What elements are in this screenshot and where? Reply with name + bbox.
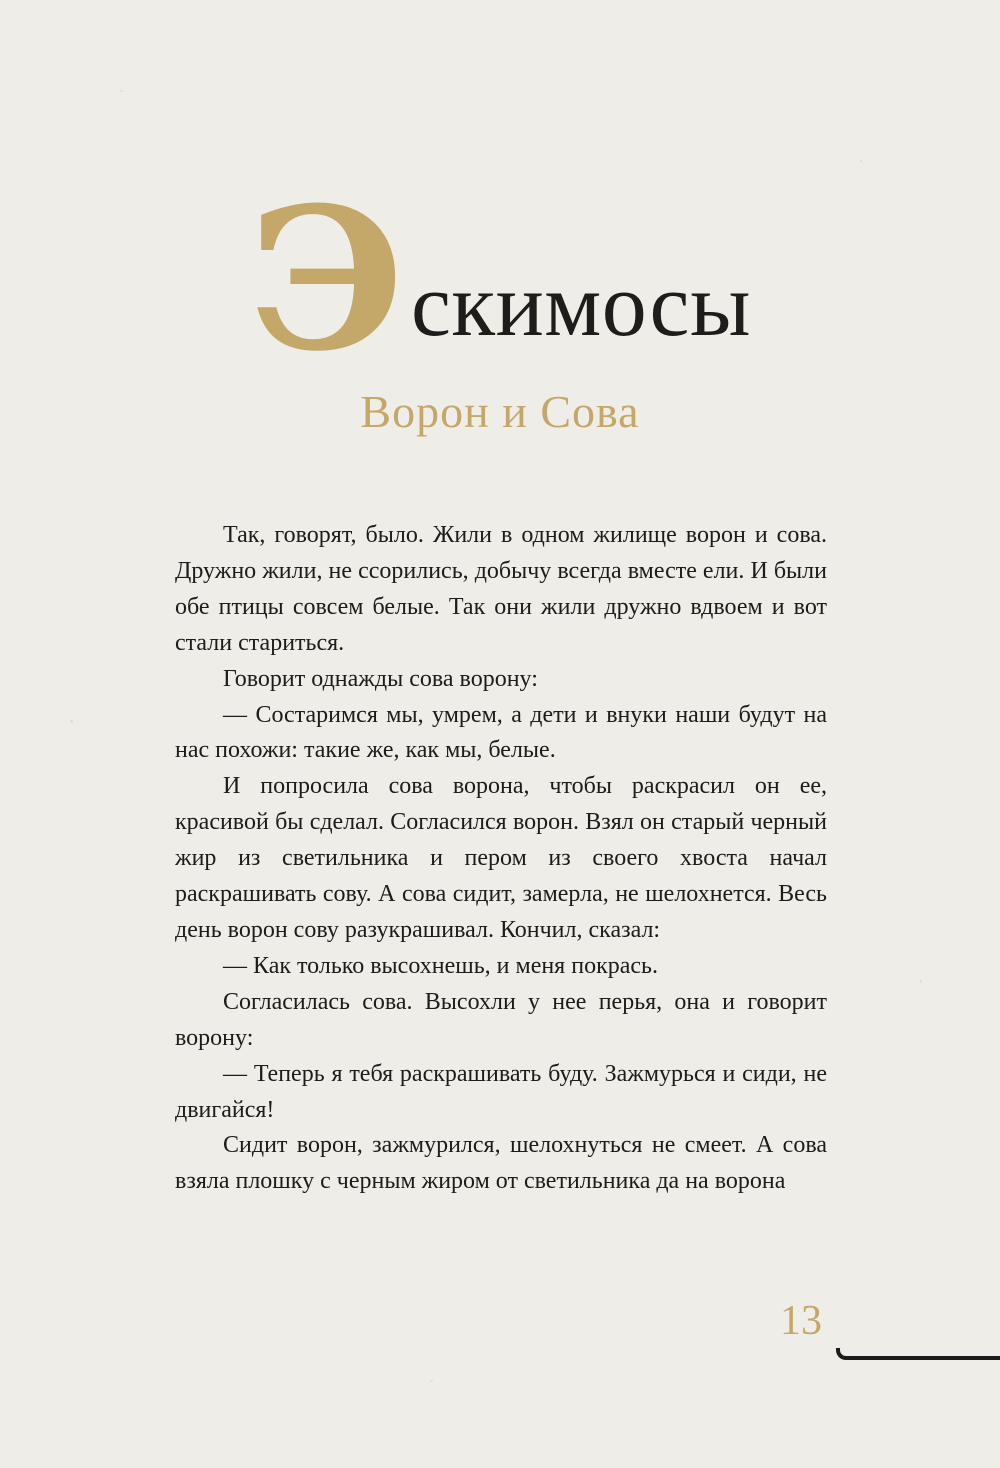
paper-texture — [70, 720, 73, 723]
paragraph: Сидит ворон, зажмурился, шелохнуться не смеет. А сова взяла плошку с черным жиром от светильника да на ворона — [175, 1132, 827, 1195]
story-subtitle: Ворон и Сова — [360, 385, 640, 437]
title-text: скимосы — [410, 255, 751, 355]
chapter-title — [249, 165, 751, 395]
paragraph: Так, говорят, было. Жили в одном жилище ворон и сова. Дружно жили, не ссорились, добычу всегда вместе ели. И были обе птицы совсем белые. Так они жили дружно вдвоем и вот стали стариться. — [175, 522, 827, 656]
paragraph: Согласилась сова. Высохли у нее перья, она и говорит ворону: — [175, 988, 827, 1051]
dialogue-paragraph: — Теперь я тебя раскрашивать буду. Зажмурься и сиди, не двигайся! — [175, 1060, 827, 1123]
paragraph: И попросила сова ворона, чтобы раскрасил он ее, красивой бы сделал. Согласился ворон. Взял он старый черный жир из светильника и пером из своего хвоста начал раскрашивать сову. А сова сидит, замерла, не шелохнется. Весь день ворон сову разукрашивал. Кончил, сказал: — [175, 773, 827, 943]
footer-rule — [836, 1348, 1000, 1360]
dialogue-paragraph: — Как только высохнешь, и меня покрась. — [223, 952, 658, 979]
page-number: 13 — [780, 1298, 822, 1344]
paper-texture — [860, 160, 862, 162]
paper-texture — [430, 1380, 433, 1382]
chapter-heading — [0, 165, 1000, 437]
story-text — [175, 518, 827, 1200]
paper-texture — [920, 980, 922, 983]
paragraph: Говорит однажды сова ворону: — [223, 665, 538, 692]
dialogue-paragraph: — Состаримся мы, умрем, а дети и внуки наши будут на нас похожи: такие же, как мы, белые. — [175, 701, 827, 764]
drop-cap-letter: Э — [249, 165, 405, 395]
paper-texture — [120, 90, 123, 92]
